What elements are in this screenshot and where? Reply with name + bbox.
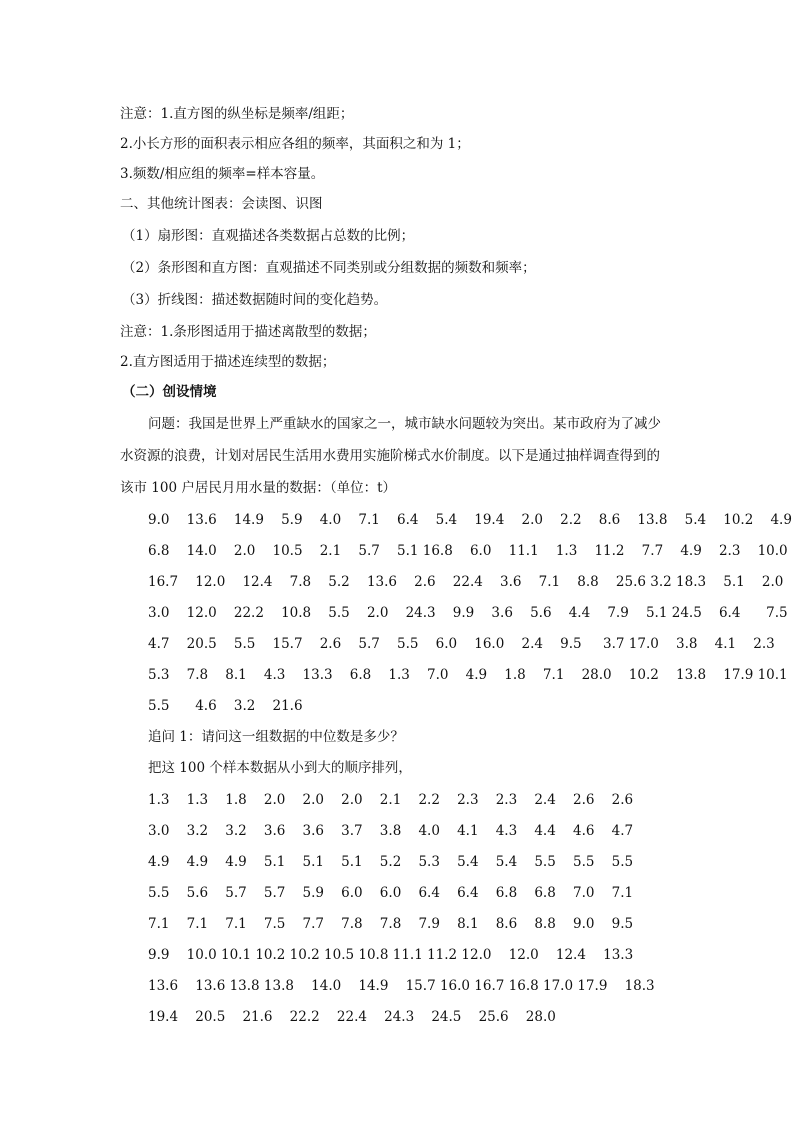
- note-rectangle-area: 2.小长方形的面积表示相应各组的频率，其面积之和为 1；: [120, 136, 470, 152]
- raw-data-row: 5.3 7.8 8.1 4.3 13.3 6.8 1.3 7.0 4.9 1.8 7.1 28.0 10.2 13.8 17.9 10.1: [148, 667, 788, 683]
- sorted-data-row: 5.5 5.6 5.7 5.7 5.9 6.0 6.0 6.4 6.4 6.8 6.8 7.0 7.1: [148, 885, 634, 901]
- raw-data-row: 4.7 20.5 5.5 15.7 2.6 5.7 5.5 6.0 16.0 2.4 9.5 3.7 17.0 3.8 4.1 2.3: [148, 636, 775, 652]
- note-histogram-continuous: 2.直方图适用于描述连续型的数据；: [120, 354, 336, 370]
- raw-data-row: 5.5 4.6 3.2 21.6: [148, 698, 303, 714]
- scenario-heading: （二）创设情境: [122, 384, 217, 400]
- raw-data-row: 3.0 12.0 22.2 10.8 5.5 2.0 24.3 9.9 3.6 5.6 4.4 7.9 5.1 24.5 6.4 7.5: [148, 605, 788, 621]
- problem-text-line-1: 问题：我国是世界上严重缺水的国家之一，城市缺水问题较为突出。某市政府为了减少: [148, 416, 661, 432]
- followup-question: 追问 1：请问这一组数据的中位数是多少？: [148, 729, 404, 745]
- item-line-chart: （3）折线图：描述数据随时间的变化趋势。: [122, 292, 388, 308]
- sorted-data-row: 19.4 20.5 21.6 22.2 22.4 24.3 24.5 25.6 28.0: [148, 1009, 556, 1025]
- sorted-data-row: 9.9 10.0 10.1 10.2 10.2 10.5 10.8 11.1 11.2 12.0 12.0 12.4 13.3: [148, 947, 634, 963]
- problem-text-line-2: 水资源的浪费，计划对居民生活用水费用实施阶梯式水价制度。以下是通过抽样调查得到的: [120, 448, 660, 464]
- sorted-data-row: 1.3 1.3 1.8 2.0 2.0 2.0 2.1 2.2 2.3 2.3 2.4 2.6 2.6: [148, 792, 634, 808]
- raw-data-row: 16.7 12.0 12.4 7.8 5.2 13.6 2.6 22.4 3.6 7.1 8.8 25.6 3.2 18.3 5.1 2.0: [148, 574, 784, 590]
- note-histogram-axis: 注意：1.直方图的纵坐标是频率/组距；: [120, 106, 354, 122]
- raw-data-row: 9.0 13.6 14.9 5.9 4.0 7.1 6.4 5.4 19.4 2.0 2.2 8.6 13.8 5.4 10.2 4.9: [148, 512, 792, 528]
- sorted-data-row: 3.0 3.2 3.2 3.6 3.6 3.7 3.8 4.0 4.1 4.3 4.4 4.6 4.7: [148, 823, 634, 839]
- note-bar-discrete: 注意：1.条形图适用于描述离散型的数据；: [120, 324, 376, 340]
- item-bar-histogram: （2）条形图和直方图：直观描述不同类别或分组数据的频数和频率；: [122, 260, 536, 276]
- sorted-data-row: 4.9 4.9 4.9 5.1 5.1 5.1 5.2 5.3 5.4 5.4 5.5 5.5 5.5: [148, 854, 634, 870]
- item-pie-chart: （1）扇形图：直观描述各类数据占总数的比例；: [122, 228, 415, 244]
- sorted-data-row: 7.1 7.1 7.1 7.5 7.7 7.8 7.8 7.9 8.1 8.6 8.8 9.0 9.5: [148, 916, 634, 932]
- section-heading-other-charts: 二、其他统计图表：会读图、识图: [120, 196, 323, 212]
- note-sample-size: 3.频数/相应组的频率=样本容量。: [120, 166, 325, 182]
- raw-data-row: 6.8 14.0 2.0 10.5 2.1 5.7 5.1 16.8 6.0 11.1 1.3 11.2 7.7 4.9 2.3 10.0: [148, 543, 788, 559]
- problem-text-line-3: 该市 100 户居民月用水量的数据：（单位：t）: [120, 480, 397, 496]
- followup-instruction: 把这 100 个样本数据从小到大的顺序排列，: [148, 760, 412, 776]
- sorted-data-row: 13.6 13.6 13.8 13.8 14.0 14.9 15.7 16.0 16.7 16.8 17.0 17.9 18.3: [148, 978, 655, 994]
